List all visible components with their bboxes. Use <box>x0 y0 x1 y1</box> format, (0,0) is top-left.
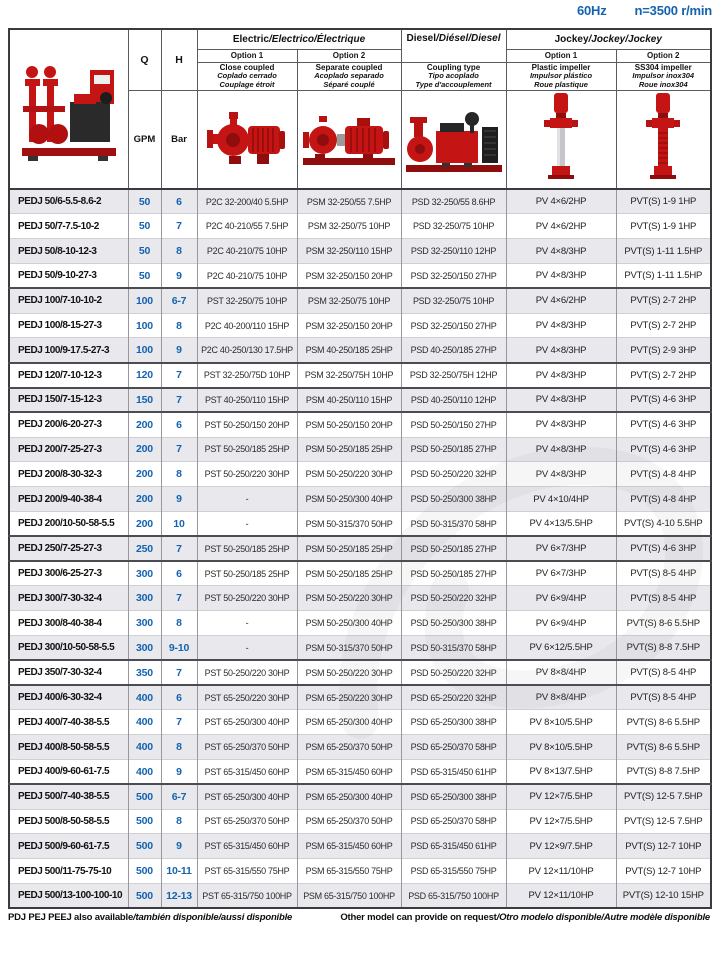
jockey-option2-cell: PVT(S) 12-5 7.5HP <box>616 809 711 834</box>
separate-coupled-photo-cell <box>297 90 401 189</box>
electric-option2-cell: PSM 32-250/150 20HP <box>297 313 401 338</box>
diesel-cell: PSD 50-250/150 27HP <box>401 412 506 437</box>
diesel-cell: PSD 50-315/370 58HP <box>401 635 506 660</box>
diesel-cell: PSD 65-250/220 32HP <box>401 685 506 710</box>
electric-option1-cell: P2C 40-210/55 7.5HP <box>197 214 297 239</box>
model-cell: PEDJ 200/9-40-38-4 <box>9 487 128 512</box>
table-row <box>9 511 711 536</box>
table-row <box>9 611 711 636</box>
table-row <box>9 189 711 214</box>
electric-option1-cell: PST 40-250/110 15HP <box>197 388 297 413</box>
electric-option2-cell: PSM 50-315/370 50HP <box>297 635 401 660</box>
electric-option2-cell: PSM 50-250/220 30HP <box>297 586 401 611</box>
model-cell: PEDJ 300/7-30-32-4 <box>9 586 128 611</box>
jockey-option2-cell: PVT(S) 4-8 4HP <box>616 487 711 512</box>
model-cell: PEDJ 200/8-30-32-3 <box>9 462 128 487</box>
diesel-cell: PSD 50-250/185 27HP <box>401 437 506 462</box>
jockey-option2-cell: PVT(S) 12-7 10HP <box>616 834 711 859</box>
model-cell: PEDJ 50/7-7.5-10-2 <box>9 214 128 239</box>
electric-option2-cell: PSM 65-250/300 40HP <box>297 784 401 809</box>
jockey-option1-cell: PV 8×13/7.5HP <box>506 759 616 784</box>
electric-option1-cell: PST 65-250/370 50HP <box>197 809 297 834</box>
model-cell: PEDJ 500/11-75-75-10 <box>9 859 128 884</box>
model-cell: PEDJ 200/6-20-27-3 <box>9 412 128 437</box>
jockey-option1-cell: PV 4×8/3HP <box>506 313 616 338</box>
h-column-header: H <box>161 29 197 90</box>
model-cell: PEDJ 400/8-50-58-5.5 <box>9 735 128 760</box>
bar-cell: 12-13 <box>161 883 197 908</box>
jockey-option1-cell: PV 12×7/5.5HP <box>506 784 616 809</box>
ss304-impeller-desc: SS304 impeller Impulsor inox304 Roue inox304 <box>616 62 711 90</box>
gpm-unit-header: GPM <box>128 90 161 189</box>
bar-cell: 9 <box>161 759 197 784</box>
vertical-jockey-pump-plastic-photo <box>543 91 579 183</box>
jockey-option2-header: Option 2 <box>616 49 711 62</box>
electric-option2-cell: PSM 32-250/150 20HP <box>297 264 401 289</box>
gpm-cell: 500 <box>128 859 161 884</box>
plastic-impeller-desc: Plastic impeller Impulsor plástico Roue plastique <box>506 62 616 90</box>
model-cell: PEDJ 400/6-30-32-4 <box>9 685 128 710</box>
bar-cell: 8 <box>161 462 197 487</box>
diesel-cell: PSD 40-250/110 12HP <box>401 388 506 413</box>
electric-option1-cell: - <box>197 511 297 536</box>
electric-option1-cell: PST 50-250/185 25HP <box>197 561 297 586</box>
model-cell: PEDJ 50/6-5.5-8.6-2 <box>9 189 128 214</box>
jockey-option2-cell: PVT(S) 4-6 3HP <box>616 536 711 561</box>
bar-cell: 8 <box>161 313 197 338</box>
electric-option1-cell: PST 65-250/300 40HP <box>197 710 297 735</box>
table-row <box>9 239 711 264</box>
table-row <box>9 264 711 289</box>
electric-option1-cell: PST 32-250/75 10HP <box>197 288 297 313</box>
diesel-cell: PSD 50-250/300 38HP <box>401 487 506 512</box>
jockey-option2-cell: PVT(S) 1-11 1.5HP <box>616 264 711 289</box>
electric-option1-cell: PST 65-315/450 60HP <box>197 834 297 859</box>
gpm-cell: 150 <box>128 388 161 413</box>
pump-selection-table <box>8 28 712 909</box>
bar-cell: 7 <box>161 388 197 413</box>
model-cell: PEDJ 300/8-40-38-4 <box>9 611 128 636</box>
diesel-cell: PSD 50-250/220 32HP <box>401 660 506 685</box>
bar-cell: 7 <box>161 536 197 561</box>
model-cell: PEDJ 100/7-10-10-2 <box>9 288 128 313</box>
gpm-cell: 500 <box>128 809 161 834</box>
table-row <box>9 635 711 660</box>
jockey-plastic-photo-cell <box>506 90 616 189</box>
jockey-option1-cell: PV 4×8/3HP <box>506 338 616 363</box>
model-cell: PEDJ 500/9-60-61-7.5 <box>9 834 128 859</box>
electric-option2-cell: PSM 65-250/370 50HP <box>297 809 401 834</box>
vertical-jockey-pump-ss304-photo <box>645 91 681 183</box>
electric-option1-cell: PST 65-315/450 60HP <box>197 759 297 784</box>
electric-option2-cell: PSM 32-250/75 10HP <box>297 288 401 313</box>
electric-option1-cell: PST 50-250/150 20HP <box>197 412 297 437</box>
bar-cell: 8 <box>161 809 197 834</box>
electric-option2-cell: PSM 50-250/300 40HP <box>297 611 401 636</box>
jockey-option1-cell: PV 4×8/3HP <box>506 239 616 264</box>
electric-option1-cell: P2C 40-210/75 10HP <box>197 239 297 264</box>
model-cell: PEDJ 500/8-50-58-5.5 <box>9 809 128 834</box>
jockey-option2-cell: PVT(S) 8-6 5.5HP <box>616 735 711 760</box>
diesel-cell: PSD 50-250/300 38HP <box>401 611 506 636</box>
jockey-option2-cell: PVT(S) 1-11 1.5HP <box>616 239 711 264</box>
jockey-option2-cell: PVT(S) 1-9 1HP <box>616 189 711 214</box>
electric-option1-cell: PST 65-315/750 100HP <box>197 883 297 908</box>
bar-cell: 7 <box>161 710 197 735</box>
jockey-option1-cell: PV 6×7/3HP <box>506 561 616 586</box>
electric-option1-cell: PST 50-250/220 30HP <box>197 462 297 487</box>
table-row <box>9 710 711 735</box>
jockey-option1-cell: PV 8×10/5.5HP <box>506 735 616 760</box>
spec-table-body <box>9 189 711 908</box>
model-cell: PEDJ 200/7-25-27-3 <box>9 437 128 462</box>
gpm-cell: 400 <box>128 685 161 710</box>
diesel-cell: PSD 32-250/55 8.6HP <box>401 189 506 214</box>
electric-option2-cell: PSM 50-250/220 30HP <box>297 462 401 487</box>
gpm-cell: 300 <box>128 611 161 636</box>
jockey-ss304-photo-cell <box>616 90 711 189</box>
operating-conditions <box>577 3 712 18</box>
jockey-option1-cell: PV 8×8/4HP <box>506 685 616 710</box>
jockey-option1-cell: PV 12×9/7.5HP <box>506 834 616 859</box>
electric-option1-cell: - <box>197 611 297 636</box>
electric-option2-cell: PSM 65-315/450 60HP <box>297 834 401 859</box>
electric-option2-cell: PSM 50-250/185 25HP <box>297 536 401 561</box>
diesel-cell: PSD 32-250/75 10HP <box>401 288 506 313</box>
jockey-option1-cell: PV 6×7/3HP <box>506 536 616 561</box>
electric-option2-cell: PSM 65-315/450 60HP <box>297 759 401 784</box>
gpm-cell: 50 <box>128 189 161 214</box>
gpm-cell: 100 <box>128 338 161 363</box>
table-row <box>9 388 711 413</box>
electric-option2-cell: PSM 50-250/300 40HP <box>297 487 401 512</box>
table-row <box>9 214 711 239</box>
coupling-type-desc: Coupling type Tipo acoplado Type d'accouplement <box>401 62 506 90</box>
model-cell: PEDJ 100/8-15-27-3 <box>9 313 128 338</box>
electric-option1-cell: P2C 40-210/75 10HP <box>197 264 297 289</box>
electric-option2-cell: PSM 32-250/75H 10HP <box>297 363 401 388</box>
diesel-cell: PSD 65-250/370 58HP <box>401 735 506 760</box>
jockey-group-header: Jockey/Jockey/Jockey <box>506 29 711 49</box>
diesel-cell: PSD 40-250/185 27HP <box>401 338 506 363</box>
electric-option1-cell: PST 50-250/185 25HP <box>197 536 297 561</box>
diesel-cell: PSD 65-315/450 61HP <box>401 759 506 784</box>
electric-option1-cell: PST 65-315/550 75HP <box>197 859 297 884</box>
bar-cell: 7 <box>161 363 197 388</box>
diesel-cell: PSD 65-250/300 38HP <box>401 784 506 809</box>
jockey-option1-cell: PV 4×6/2HP <box>506 288 616 313</box>
model-cell: PEDJ 250/7-25-27-3 <box>9 536 128 561</box>
gpm-cell: 300 <box>128 561 161 586</box>
bar-cell: 9 <box>161 338 197 363</box>
gpm-cell: 50 <box>128 239 161 264</box>
footer-note <box>8 912 710 923</box>
model-cell: PEDJ 50/9-10-27-3 <box>9 264 128 289</box>
gpm-cell: 400 <box>128 735 161 760</box>
jockey-option2-cell: PVT(S) 2-9 3HP <box>616 338 711 363</box>
jockey-option1-cell: PV 6×9/4HP <box>506 611 616 636</box>
electric-option2-cell: PSM 65-315/550 75HP <box>297 859 401 884</box>
gpm-cell: 300 <box>128 635 161 660</box>
diesel-cell: PSD 65-250/300 38HP <box>401 710 506 735</box>
jockey-option2-cell: PVT(S) 2-7 2HP <box>616 288 711 313</box>
bar-unit-header: Bar <box>161 90 197 189</box>
diesel-engine-pump-photo <box>404 99 504 175</box>
bar-cell: 6-7 <box>161 784 197 809</box>
model-cell: PEDJ 200/10-50-58-5.5 <box>9 511 128 536</box>
electric-option1-cell: PST 50-250/220 30HP <box>197 660 297 685</box>
bar-cell: 6 <box>161 412 197 437</box>
electric-group-header: Electric/Electrico/Électrique <box>197 29 401 49</box>
gpm-cell: 500 <box>128 883 161 908</box>
jockey-option2-cell: PVT(S) 8-6 5.5HP <box>616 710 711 735</box>
electric-option1-cell: PST 65-250/220 30HP <box>197 685 297 710</box>
electric-option2-cell: PSM 65-250/220 30HP <box>297 685 401 710</box>
speed-label: n=3500 r/min <box>634 3 712 18</box>
jockey-option2-cell: PVT(S) 4-6 3HP <box>616 437 711 462</box>
diesel-cell: PSD 32-250/150 27HP <box>401 264 506 289</box>
electric-option1-cell: PST 65-250/370 50HP <box>197 735 297 760</box>
jockey-option1-cell: PV 4×6/2HP <box>506 214 616 239</box>
table-row <box>9 363 711 388</box>
gpm-cell: 400 <box>128 710 161 735</box>
model-cell: PEDJ 400/7-40-38-5.5 <box>9 710 128 735</box>
electric-option1-cell: PST 65-250/300 40HP <box>197 784 297 809</box>
electric-option2-cell: PSM 65-315/750 100HP <box>297 883 401 908</box>
electric-option2-cell: PSM 32-250/75 10HP <box>297 214 401 239</box>
table-row <box>9 809 711 834</box>
bar-cell: 6 <box>161 685 197 710</box>
jockey-option1-cell: PV 4×8/3HP <box>506 462 616 487</box>
diesel-cell: PSD 50-250/185 27HP <box>401 561 506 586</box>
jockey-option1-cell: PV 12×7/5.5HP <box>506 809 616 834</box>
bar-cell: 8 <box>161 611 197 636</box>
table-row <box>9 834 711 859</box>
table-row <box>9 412 711 437</box>
electric-option2-cell: PSM 50-250/185 25HP <box>297 437 401 462</box>
diesel-photo-cell <box>401 90 506 189</box>
jockey-option2-cell: PVT(S) 2-7 2HP <box>616 363 711 388</box>
electric-option2-cell: PSM 32-250/110 15HP <box>297 239 401 264</box>
model-cell: PEDJ 100/9-17.5-27-3 <box>9 338 128 363</box>
table-row <box>9 313 711 338</box>
gpm-cell: 500 <box>128 784 161 809</box>
jockey-option2-cell: PVT(S) 8-8 7.5HP <box>616 759 711 784</box>
diesel-cell: PSD 65-315/450 61HP <box>401 834 506 859</box>
bar-cell: 10-11 <box>161 859 197 884</box>
model-cell: PEDJ 50/8-10-12-3 <box>9 239 128 264</box>
bar-cell: 10 <box>161 511 197 536</box>
model-cell: PEDJ 500/13-100-100-10 <box>9 883 128 908</box>
jockey-option2-cell: PVT(S) 8-5 4HP <box>616 586 711 611</box>
electric-option1-cell: PST 32-250/75D 10HP <box>197 363 297 388</box>
electric-option1-cell: PST 50-250/185 25HP <box>197 437 297 462</box>
diesel-cell: PSD 65-315/550 75HP <box>401 859 506 884</box>
electric-option2-cell: PSM 50-250/185 25HP <box>297 561 401 586</box>
table-row <box>9 462 711 487</box>
bar-cell: 7 <box>161 437 197 462</box>
electric-option2-cell: PSM 32-250/55 7.5HP <box>297 189 401 214</box>
electric-option2-cell: PSM 40-250/110 15HP <box>297 388 401 413</box>
gpm-cell: 50 <box>128 214 161 239</box>
table-row <box>9 685 711 710</box>
diesel-cell: PSD 50-250/220 32HP <box>401 462 506 487</box>
electric-option2-cell: PSM 65-250/370 50HP <box>297 735 401 760</box>
bar-cell: 8 <box>161 735 197 760</box>
table-row <box>9 735 711 760</box>
model-cell: PEDJ 500/7-40-38-5.5 <box>9 784 128 809</box>
diesel-cell: PSD 65-315/750 100HP <box>401 883 506 908</box>
electric-option1-cell: P2C 32-200/40 5.5HP <box>197 189 297 214</box>
bar-cell: 9 <box>161 487 197 512</box>
electric-option1-cell: - <box>197 487 297 512</box>
bar-cell: 9 <box>161 264 197 289</box>
gpm-cell: 400 <box>128 759 161 784</box>
bar-cell: 6 <box>161 561 197 586</box>
model-cell: PEDJ 300/10-50-58-5.5 <box>9 635 128 660</box>
diesel-cell: PSD 32-250/150 27HP <box>401 313 506 338</box>
gpm-cell: 200 <box>128 437 161 462</box>
jockey-option1-cell: PV 6×9/4HP <box>506 586 616 611</box>
jockey-option2-cell: PVT(S) 8-6 5.5HP <box>616 611 711 636</box>
gpm-cell: 100 <box>128 313 161 338</box>
diesel-cell: PSD 50-315/370 58HP <box>401 511 506 536</box>
bar-cell: 7 <box>161 586 197 611</box>
diesel-cell: PSD 65-250/370 58HP <box>401 809 506 834</box>
jockey-option2-cell: PVT(S) 8-5 4HP <box>616 660 711 685</box>
gpm-cell: 200 <box>128 487 161 512</box>
diesel-cell: PSD 50-250/220 32HP <box>401 586 506 611</box>
model-cell: PEDJ 150/7-15-12-3 <box>9 388 128 413</box>
gpm-cell: 50 <box>128 264 161 289</box>
jockey-option1-cell: PV 4×6/2HP <box>506 189 616 214</box>
table-row <box>9 586 711 611</box>
jockey-option2-cell: PVT(S) 12-7 10HP <box>616 859 711 884</box>
jockey-option1-cell: PV 4×8/3HP <box>506 437 616 462</box>
jockey-option1-cell: PV 4×8/3HP <box>506 388 616 413</box>
gpm-cell: 300 <box>128 586 161 611</box>
gpm-cell: 500 <box>128 834 161 859</box>
jockey-option2-cell: PVT(S) 4-6 3HP <box>616 412 711 437</box>
jockey-option2-cell: PVT(S) 8-5 4HP <box>616 685 711 710</box>
model-cell: PEDJ 400/9-60-61-7.5 <box>9 759 128 784</box>
model-photo-cell <box>9 29 128 189</box>
separate-coupled-pump-photo <box>301 106 397 168</box>
table-row <box>9 536 711 561</box>
electric-option1-cell: - <box>197 635 297 660</box>
jockey-option2-cell: PVT(S) 8-5 4HP <box>616 561 711 586</box>
jockey-option2-cell: PVT(S) 4-10 5.5HP <box>616 511 711 536</box>
jockey-option1-header: Option 1 <box>506 49 616 62</box>
gpm-cell: 200 <box>128 462 161 487</box>
table-row <box>9 859 711 884</box>
table-row <box>9 487 711 512</box>
gpm-cell: 200 <box>128 412 161 437</box>
table-row <box>9 437 711 462</box>
bar-cell: 9-10 <box>161 635 197 660</box>
diesel-cell: PSD 50-250/185 27HP <box>401 536 506 561</box>
jockey-option2-cell: PVT(S) 2-7 2HP <box>616 313 711 338</box>
jockey-option1-cell: PV 12×11/10HP <box>506 883 616 908</box>
diesel-cell: PSD 32-250/110 12HP <box>401 239 506 264</box>
jockey-option1-cell: PV 4×8/3HP <box>506 264 616 289</box>
jockey-option2-cell: PVT(S) 4-8 4HP <box>616 462 711 487</box>
gpm-cell: 100 <box>128 288 161 313</box>
electric-option2-cell: PSM 50-250/220 30HP <box>297 660 401 685</box>
model-cell: PEDJ 120/7-10-12-3 <box>9 363 128 388</box>
bar-cell: 8 <box>161 239 197 264</box>
table-row <box>9 660 711 685</box>
footer-right: Other model can provide on request/Otro modelo disponible/Autre modèle disponible <box>340 912 710 923</box>
table-row <box>9 288 711 313</box>
footer-left: PDJ PEJ PEEJ also available/también disponible/aussi disponible <box>8 912 293 923</box>
table-row <box>9 759 711 784</box>
close-coupled-pump-photo <box>205 104 289 170</box>
electric-option1-cell: P2C 40-200/110 15HP <box>197 313 297 338</box>
diesel-cell: PSD 32-250/75 10HP <box>401 214 506 239</box>
fire-pump-package-photo <box>16 48 122 166</box>
diesel-group-header: Diesel/Diésel/Diesel <box>401 29 506 62</box>
model-cell: PEDJ 350/7-30-32-4 <box>9 660 128 685</box>
table-row <box>9 338 711 363</box>
gpm-cell: 350 <box>128 660 161 685</box>
jockey-option2-cell: PVT(S) 8-8 7.5HP <box>616 635 711 660</box>
jockey-option2-cell: PVT(S) 12-10 15HP <box>616 883 711 908</box>
jockey-option1-cell: PV 8×8/4HP <box>506 660 616 685</box>
bar-cell: 6-7 <box>161 288 197 313</box>
close-coupled-desc: Close coupled Coplado cerrado Couplage étroit <box>197 62 297 90</box>
gpm-cell: 200 <box>128 511 161 536</box>
electric-option2-cell: PSM 40-250/185 25HP <box>297 338 401 363</box>
jockey-option2-cell: PVT(S) 4-6 3HP <box>616 388 711 413</box>
jockey-option1-cell: PV 4×8/3HP <box>506 363 616 388</box>
table-row <box>9 784 711 809</box>
bar-cell: 9 <box>161 834 197 859</box>
frequency-label: 60Hz <box>576 3 607 18</box>
table-row <box>9 883 711 908</box>
gpm-cell: 250 <box>128 536 161 561</box>
jockey-option1-cell: PV 6×12/5.5HP <box>506 635 616 660</box>
jockey-option1-cell: PV 4×10/4HP <box>506 487 616 512</box>
model-cell: PEDJ 300/6-25-27-3 <box>9 561 128 586</box>
electric-option1-cell: PST 50-250/220 30HP <box>197 586 297 611</box>
table-row <box>9 561 711 586</box>
electric-option2-cell: PSM 50-315/370 50HP <box>297 511 401 536</box>
jockey-option2-cell: PVT(S) 12-5 7.5HP <box>616 784 711 809</box>
gpm-cell: 120 <box>128 363 161 388</box>
bar-cell: 7 <box>161 214 197 239</box>
diesel-cell: PSD 32-250/75H 12HP <box>401 363 506 388</box>
electric-option2-cell: PSM 50-250/150 20HP <box>297 412 401 437</box>
jockey-option1-cell: PV 4×13/5.5HP <box>506 511 616 536</box>
jockey-option1-cell: PV 12×11/10HP <box>506 859 616 884</box>
bar-cell: 7 <box>161 660 197 685</box>
separate-coupled-desc: Separate coupled Acoplado separado Séparé couplé <box>297 62 401 90</box>
jockey-option1-cell: PV 4×8/3HP <box>506 412 616 437</box>
electric-option2-header: Option 2 <box>297 49 401 62</box>
q-column-header: Q <box>128 29 161 90</box>
bar-cell: 6 <box>161 189 197 214</box>
jockey-option1-cell: PV 8×10/5.5HP <box>506 710 616 735</box>
electric-option2-cell: PSM 65-250/300 40HP <box>297 710 401 735</box>
jockey-option2-cell: PVT(S) 1-9 1HP <box>616 214 711 239</box>
electric-option1-cell: P2C 40-250/130 17.5HP <box>197 338 297 363</box>
close-coupled-photo-cell <box>197 90 297 189</box>
electric-option1-header: Option 1 <box>197 49 297 62</box>
